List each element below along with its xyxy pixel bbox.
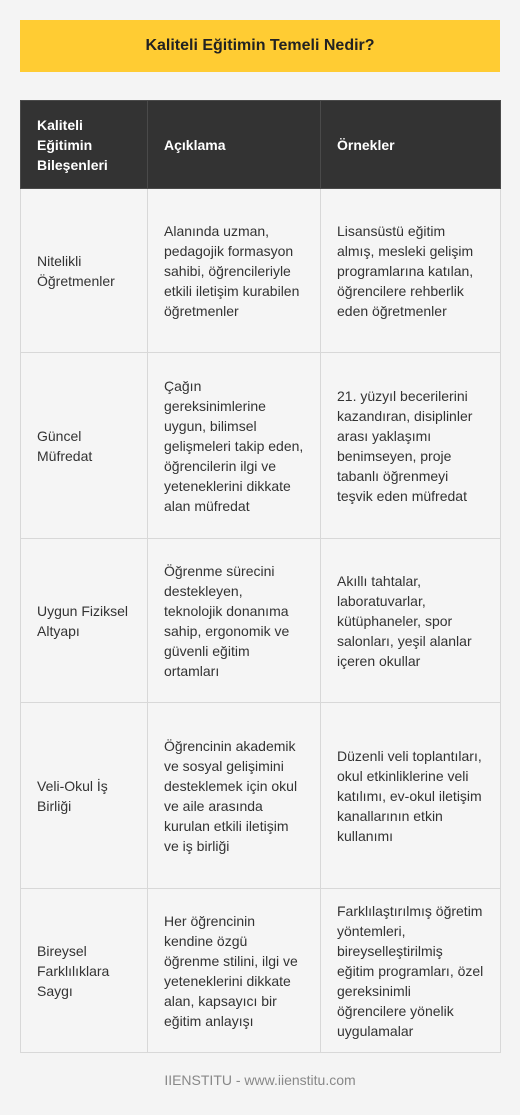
component-cell: Bireysel Farklılıklara Saygı: [21, 889, 148, 1053]
column-header-description: Açıklama: [148, 101, 321, 189]
description-cell: Öğrencinin akademik ve sosyal gelişimini desteklemek için okul ve aile arasında kurulan etkili iletişim ve iş birliği: [148, 703, 321, 889]
description-cell: Öğrenme sürecini destekleyen, teknolojik donanıma sahip, ergonomik ve güvenli eğitim ortamları: [148, 539, 321, 703]
examples-cell: Düzenli veli toplantıları, okul etkinliklerine veli katılımı, ev-okul iletişim kanallarının etkin kullanımı: [321, 703, 501, 889]
component-cell: Veli-Okul İş Birliği: [21, 703, 148, 889]
component-cell: Uygun Fiziksel Altyapı: [21, 539, 148, 703]
table-row: [21, 189, 501, 353]
examples-cell: Akıllı tahtalar, laboratuvarlar, kütüphaneler, spor salonları, yeşil alanlar içeren okullar: [321, 539, 501, 703]
footer-credit: IIENSTITU - www.iienstitu.com: [164, 1072, 356, 1088]
table-row: [21, 353, 501, 539]
table-row: [21, 703, 501, 889]
column-header-components: Kaliteli Eğitimin Bileşenleri: [21, 101, 148, 189]
component-cell: Güncel Müfredat: [21, 353, 148, 539]
component-cell: Nitelikli Öğretmenler: [21, 189, 148, 353]
examples-cell: Farklılaştırılmış öğretim yöntemleri, bireyselleştirilmiş eğitim programları, özel gereksinimli öğrencilere yönelik uygulamalar: [321, 889, 501, 1053]
description-cell: Çağın gereksinimlerine uygun, bilimsel gelişmeleri takip eden, öğrencilerin ilgi ve yeteneklerini dikkate alan müfredat: [148, 353, 321, 539]
table-row: [21, 539, 501, 703]
education-components-table: [20, 100, 501, 1053]
description-cell: Her öğrencinin kendine özgü öğrenme stilini, ilgi ve yeteneklerini dikkate alan, kapsayıcı bir eğitim anlayışı: [148, 889, 321, 1053]
page-title: Kaliteli Eğitimin Temeli Nedir?: [20, 20, 500, 72]
examples-cell: 21. yüzyıl becerilerini kazandıran, disiplinler arası yaklaşımı benimseyen, proje tabanlı öğrenmeyi teşvik eden müfredat: [321, 353, 501, 539]
examples-cell: Lisansüstü eğitim almış, mesleki gelişim programlarına katılan, öğrencilere rehberlik eden öğretmenler: [321, 189, 501, 353]
table-row: [21, 889, 501, 1053]
description-cell: Alanında uzman, pedagojik formasyon sahibi, öğrencileriyle etkili iletişim kurabilen öğretmenler: [148, 189, 321, 353]
column-header-examples: Örnekler: [321, 101, 501, 189]
table-header-row: [21, 101, 501, 189]
